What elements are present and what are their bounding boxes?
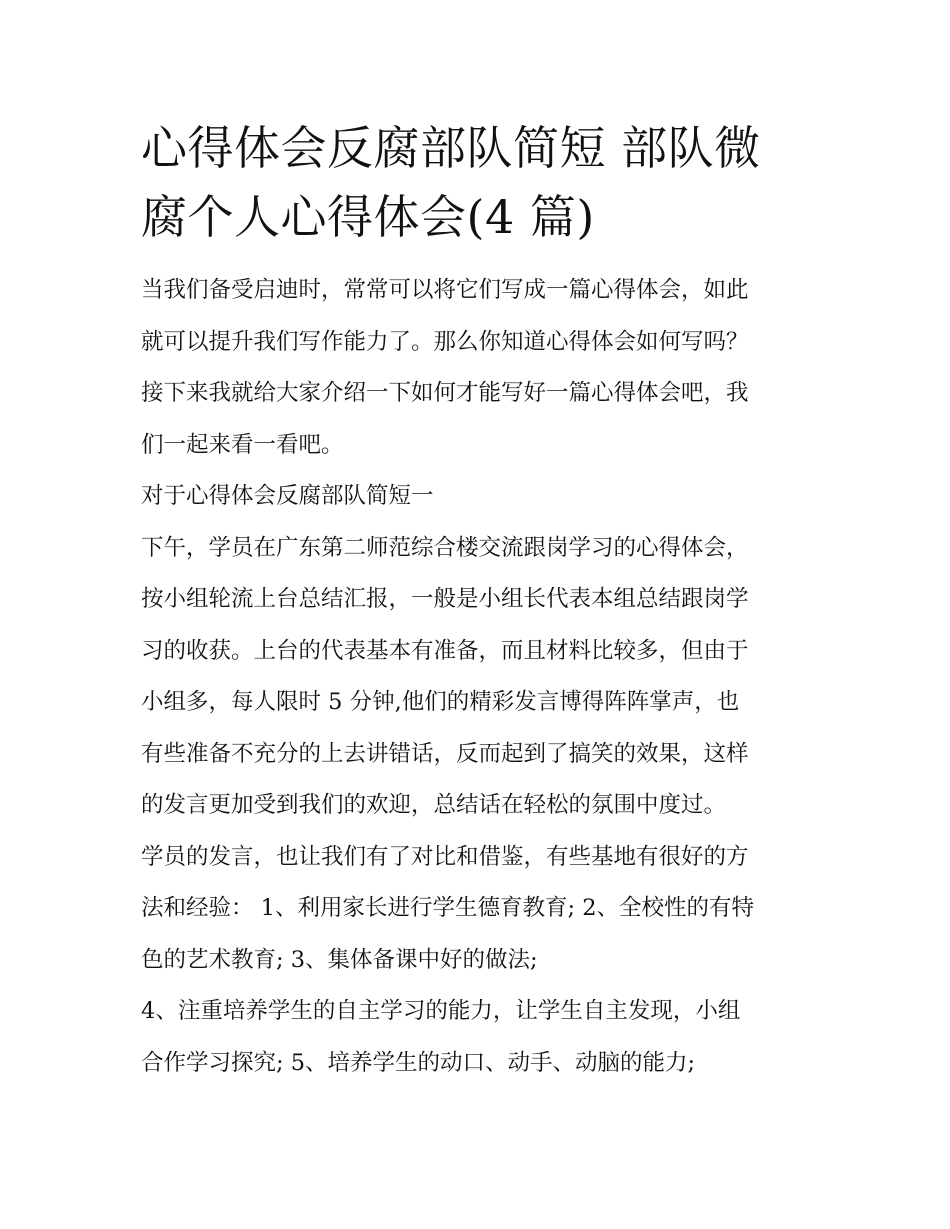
document-body (141, 265, 821, 1089)
body-line: 习的收获。上台的代表基本有准备，而且材料比较多，但由于 (141, 637, 749, 664)
title-line: 腐个人心得体会(4 篇) (141, 190, 595, 244)
title-line: 心得体会反腐部队简短 部队微 (141, 121, 761, 175)
body-line: 小组多，每人限时 5 分钟,他们的精彩发言博得阵阵掌声，也 (141, 689, 740, 715)
body-line: 当我们备受启迪时，常常可以将它们写成一篇心得体会，如此 (141, 277, 749, 303)
body-line: 下午，学员在广东第二师范综合楼交流跟岗学习的心得体会， (141, 534, 749, 561)
body-line: 法和经验： 1、利用家长进行学生德育教育; 2、全校性的有特 (141, 895, 755, 921)
body-line: 学员的发言，也让我们有了对比和借鉴，有些基地有很好的方 (141, 843, 749, 870)
body-line: 的发言更加受到我们的欢迎，总结话在轻松的氛围中度过。 (141, 792, 727, 818)
document-title (141, 114, 821, 252)
body-line: 就可以提升我们写作能力了。那么你知道心得体会如何写吗？ (141, 328, 749, 355)
body-line: 合作学习探究; 5、培养学生的动口、动手、动脑的能力; (141, 1049, 696, 1076)
body-line: 按小组轮流上台总结汇报，一般是小组长代表本组总结跟岗学 (141, 586, 749, 612)
body-line: 接下来我就给大家介绍一下如何才能写好一篇心得体会吧，我 (141, 380, 749, 406)
body-line: 们一起来看一看吧。 (141, 431, 344, 458)
section-heading: 对于心得体会反腐部队简短一 (141, 483, 434, 509)
body-line: 色的艺术教育; 3、集体备课中好的做法; (141, 946, 538, 973)
body-line: 4、注重培养学生的自主学习的能力，让学生自主发现，小组 (141, 998, 741, 1024)
body-line: 有些准备不充分的上去讲错话，反而起到了搞笑的效果，这样 (141, 740, 749, 767)
document-page (141, 114, 821, 1089)
